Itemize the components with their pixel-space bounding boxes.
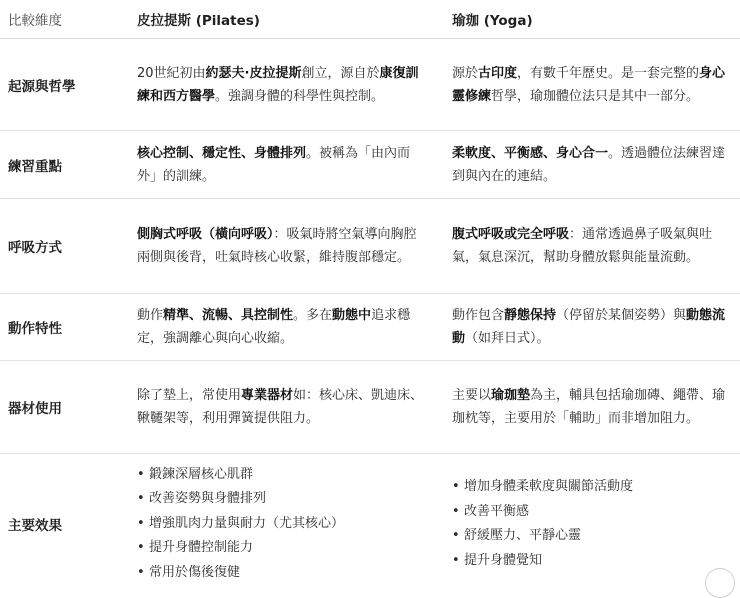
list-item: • 常用於傷後復健 xyxy=(137,561,427,586)
row-label: 練習重點 xyxy=(8,158,62,175)
pilates-cell: 除了墊上，常使用專業器材如：核心床、凱迪床、鞦韆架等，利用彈簧提供阻力。 xyxy=(137,388,424,426)
header-yoga: 瑜珈 (Yoga) xyxy=(452,13,533,29)
header-dimension: 比較維度 xyxy=(8,13,62,29)
table-row xyxy=(0,199,740,294)
yoga-cell: 腹式呼吸或完全呼吸：通常透過鼻子吸氣與吐氣，氣息深沉，幫助身體放鬆與能量流動。 xyxy=(452,227,713,265)
list-item: • 增加身體柔軟度與關節活動度 xyxy=(452,475,732,500)
row-label: 器材使用 xyxy=(8,401,62,417)
list-item: • 改善姿勢與身體排列 xyxy=(137,487,427,512)
yoga-cell: 主要以瑜珈墊為主，輔具包括瑜珈磚、繩帶、瑜珈枕等，主要用於「輔助」而非增加阻力。 xyxy=(452,388,726,426)
pilates-cell: 側胸式呼吸（橫向呼吸）：吸氣時將空氣導向胸腔兩側與後背，吐氣時核心收緊，維持腹部穩定。 xyxy=(137,227,417,265)
table-row xyxy=(0,454,740,594)
list-item: • 改善平衡感 xyxy=(452,500,732,525)
row-label: 起源與哲學 xyxy=(8,78,76,95)
table-header xyxy=(0,0,740,39)
table-row xyxy=(0,361,740,454)
yoga-cell: 源於古印度，有數千年歷史。是一套完整的身心靈修練哲學，瑜珈體位法只是其中一部分。 xyxy=(452,65,726,104)
pilates-cell: 動作精準、流暢、具控制性。多在動態中追求穩定，強調離心與向心收縮。 xyxy=(137,308,411,346)
row-label: 動作特性 xyxy=(8,321,62,337)
row-label: 呼吸方式 xyxy=(8,240,62,256)
yoga-cell: 動作包含靜態保持（停留於某個姿勢）與動態流動（如拜日式）。 xyxy=(452,308,726,346)
list-item: • 舒緩壓力、平靜心靈 xyxy=(452,524,732,549)
list-item: • 增強肌肉力量與耐力（尤其核心） xyxy=(137,512,427,537)
scroll-down-button[interactable] xyxy=(705,568,735,598)
pilates-cell: 20世紀初由約瑟夫·皮拉提斯創立，源自於康復訓練和西方醫學。強調身體的科學性與控制。 xyxy=(137,65,419,104)
row-label: 主要效果 xyxy=(8,518,62,534)
list-item: • 提升身體控制能力 xyxy=(137,536,427,561)
table-row xyxy=(0,131,740,199)
list-item: • 鍛鍊深層核心肌群 xyxy=(137,463,427,488)
table-row xyxy=(0,294,740,361)
table-row xyxy=(0,39,740,131)
yoga-effects-list xyxy=(452,475,732,573)
pilates-effects-list xyxy=(137,463,427,586)
header-pilates: 皮拉提斯 (Pilates) xyxy=(137,13,260,29)
yoga-cell: 柔軟度、平衡感、身心合一。透過體位法練習達到與內在的連結。 xyxy=(452,145,726,184)
pilates-cell: 核心控制、穩定性、身體排列。被稱為「由內而外」的訓練。 xyxy=(137,145,411,184)
list-item: • 提升身體覺知 xyxy=(452,549,732,574)
